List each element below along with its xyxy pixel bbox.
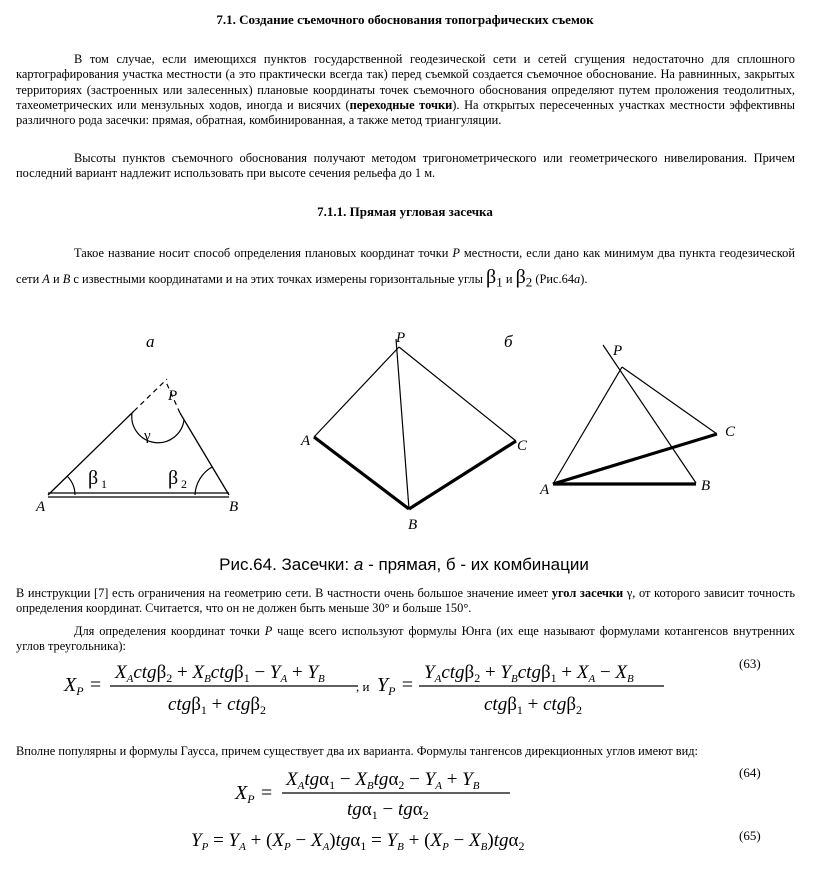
p3-beta1-sub: 1 [496, 274, 503, 290]
paragraph-direct-intersection [16, 241, 795, 294]
angle-arc-beta1 [67, 476, 75, 495]
p4-text-b: γ, от которого зависит точность определения координат. Считается, что он не должен быть меньше 30° и больше 150°. [16, 586, 795, 616]
paragraph-restrictions [16, 586, 795, 617]
figure-caption [0, 555, 808, 575]
formula-64 [0, 762, 839, 822]
side-ap-extension [134, 379, 167, 411]
side-bp [180, 413, 229, 495]
p3-point-b: B [62, 272, 71, 286]
formula-63 [0, 655, 839, 717]
paragraph-heights [16, 151, 795, 182]
label-b1-point-p: P [396, 330, 406, 346]
label-beta1: β [88, 467, 99, 489]
paragraph-heights-text: Высоты пунктов съемочного обоснования получают методом тригонометрического или геометрического нивелирования. Причем последний вариант надлежит использовать при высоте сечения рельефа до 1 м. [16, 151, 795, 181]
label-b2-point-b: B [701, 478, 711, 494]
p5-point-p: P [264, 624, 273, 638]
f63-y-denominator: ctgβ$_1$ + ctgβ$_2$ [484, 694, 582, 717]
line-b-c-bold [409, 441, 516, 509]
p3-point-p: P [452, 246, 460, 260]
p3-ref-a: а [574, 272, 581, 286]
figure-panel-a [48, 379, 229, 497]
p3-and2: и [505, 272, 513, 286]
f63-yp: $Y_P$ = [377, 674, 414, 698]
p3-and: и [49, 272, 63, 286]
p3-beta1: β [486, 266, 497, 288]
f63-xp: $X_P$ = [64, 674, 103, 698]
f63-x-numerator: $X_Actg\beta_2 + X_Bctg\beta_1 - Y_A + Y_B$ [115, 662, 325, 685]
label-beta2-sub: 2 [181, 477, 187, 491]
equation-number-63: (63) [739, 656, 761, 671]
p3-beta2: β [515, 266, 526, 288]
figure-panel-b-diagram-2 [553, 345, 717, 484]
label-b2-point-p: P [613, 343, 623, 359]
label-a-point-p: P [168, 388, 178, 404]
angle-arc-beta2 [195, 467, 212, 495]
caption-text-a: Рис.64. Засечки: [219, 555, 354, 574]
angle-arc-gamma [132, 413, 184, 443]
f63-y-numerator: $Y_Actg\beta_2 + Y_Bctg\beta_1 + X_A - X_B$ [424, 662, 634, 685]
line-p-c [399, 347, 516, 441]
f64-denominator: tgα$_1$ − tgα$_2$ [347, 799, 429, 822]
term-intersection-angle: угол засечки [551, 586, 624, 600]
term-transition-points: переходные точки [349, 97, 453, 112]
paragraph-intro-text: В том случае, если имеющихся пунктов государственной геодезической сети и сетей сгущения недостаточно для сплошного картографирования участка местности (а это практически всегда так) перед съемкой создается съемочное обоснование. На равнинных, закрытых территориях (застроенных или залесенных) плановые координаты точек съемочного обоснования определяют путем проложения теодолитных, тахеометрических или мензульных ходов, иногда и висячих ( [16, 52, 795, 112]
label-a-point-a: A [36, 499, 46, 515]
f64-xp: $X_P$ = [235, 782, 274, 806]
p6-text: Вполне популярны и формулы Гаусса, причем существует два их варианта. Формулы тангенсов дирекционных углов имеют вид: [16, 744, 698, 758]
label-b1-point-c: C [517, 438, 528, 454]
label-b2-point-a: A [540, 482, 550, 498]
f64-numerator: $X_Atg\alpha_1 - X_Btg\alpha_2 - Y_A + Y_B$ [286, 769, 480, 792]
label-beta2: β [168, 467, 179, 489]
paragraph-jung-formulas [16, 624, 795, 655]
p3-text-a: Такое название носит способ определения плановых координат точки [74, 246, 453, 260]
caption-text-b: - прямая, б - их комбинации [363, 555, 589, 574]
f63-and: , и [356, 679, 370, 694]
paragraph-gauss-formulas [16, 744, 795, 759]
line-a-p [314, 347, 399, 437]
f63-x-denominator: ctgβ$_1$ + ctgβ$_2$ [168, 694, 266, 717]
label-panel-b: б [504, 332, 513, 351]
p3-ref: (Рис.64 [535, 272, 575, 286]
p4-text-a: В инструкции [7] есть ограничения на геометрию сети. В частности очень большое значение имеет [16, 586, 552, 600]
p3-text-c: с известными координатами и на этих точках измерены горизонтальные углы [70, 272, 483, 286]
label-b2-point-c: C [725, 424, 736, 440]
section-title: 7.1. Создание съемочного обоснования топографических съемок [216, 12, 594, 27]
paragraph-intro-end: ). На открытых пересеченных участках местности эффективны различного рода засечки: прямая, обратная, комбинированная, а также метод триангуляции. [16, 97, 795, 128]
f65-line: $Y_P = Y_A + (X_P - X_A)tg\alpha_1 = Y_B + (X_P - X_B)tg\alpha_2$ [191, 830, 525, 853]
subsection-title: 7.1.1. Прямая угловая засечка [317, 204, 493, 219]
paragraph-intro [16, 52, 795, 128]
line-p-b-2 [603, 345, 696, 483]
label-b1-point-b: B [408, 517, 418, 533]
figure-64 [0, 320, 839, 552]
equation-number-65: (65) [739, 828, 761, 843]
figure-panel-b-diagram-1 [314, 339, 516, 509]
line-a-b-bold [314, 437, 409, 509]
line-p-c-2 [622, 367, 717, 434]
p3-ref-end: ). [580, 272, 588, 286]
label-a-point-b: B [229, 499, 239, 515]
label-gamma: γ [144, 428, 151, 444]
caption-italic-a: а [353, 555, 364, 574]
label-b1-point-a: A [301, 433, 311, 449]
label-panel-a: а [146, 332, 155, 351]
p3-text-b: местности, если дано как минимум два пункта геодезической сети [16, 246, 795, 286]
p5-text-a: Для определения координат точки [74, 624, 265, 638]
formula-65 [0, 822, 839, 862]
label-beta1-sub: 1 [101, 477, 107, 491]
p3-beta2-sub: 2 [525, 274, 533, 290]
line-p-b [396, 339, 409, 509]
equation-number-64: (64) [739, 765, 761, 780]
p3-point-a: A [42, 272, 50, 286]
p5-text-b: чаще всего используют формулы Юнга (их еще называют формулами котангенсов внутренних углов треугольника): [16, 624, 796, 654]
